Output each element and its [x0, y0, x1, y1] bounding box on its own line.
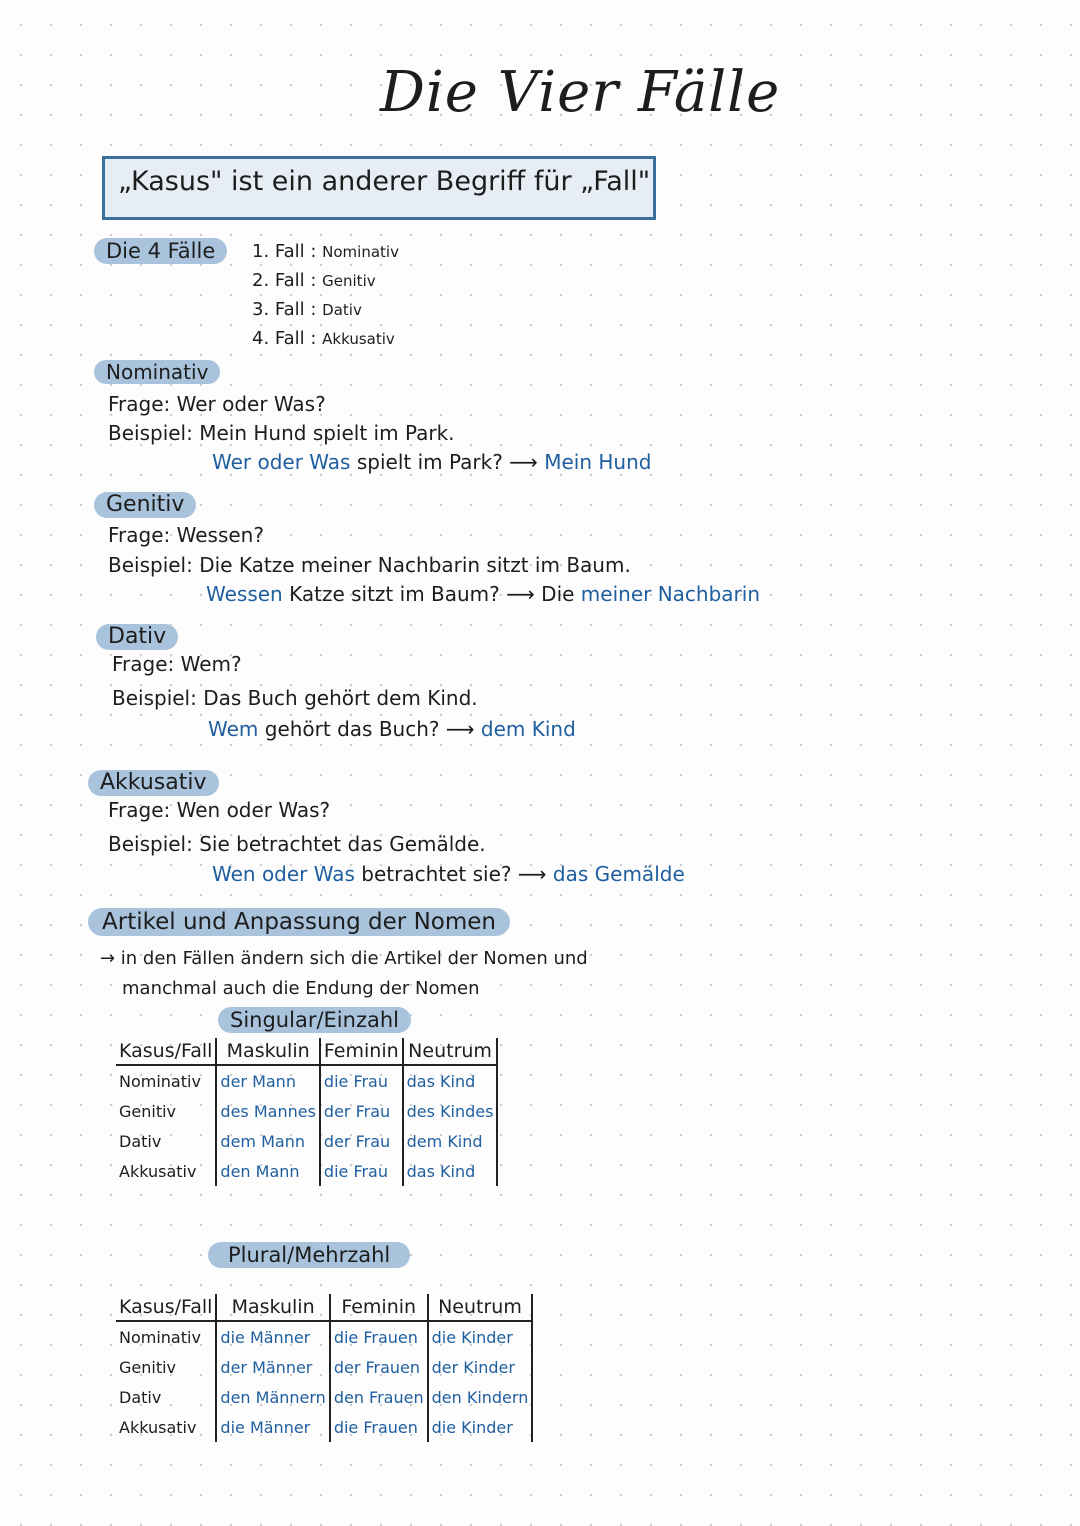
case-example: Beispiel: Mein Hund spielt im Park.	[108, 421, 455, 445]
table-header: Kasus/Fall	[116, 1294, 216, 1321]
table-cell: Genitiv	[119, 1101, 177, 1121]
table-header: Feminin	[330, 1294, 428, 1321]
table-row	[116, 1412, 532, 1442]
case-question: Frage: Wer oder Was?	[108, 392, 326, 416]
table-header: Neutrum	[428, 1294, 533, 1321]
overview-item: 2. Fall : Genitiv	[252, 270, 376, 291]
table-row	[116, 1096, 497, 1126]
table-cell: die Frau	[320, 1065, 403, 1096]
case-heading-akkusativ: Akkusativ	[88, 770, 219, 796]
table-cell: das Kind	[403, 1156, 498, 1186]
overview-label: Die 4 Fälle	[94, 238, 227, 264]
table-cell: Nominativ	[119, 1327, 201, 1347]
case-heading-genitiv: Genitiv	[94, 492, 196, 518]
table-cell: den Männern	[216, 1382, 329, 1412]
table-cell: der Frau	[320, 1126, 403, 1156]
case-example: Beispiel: Das Buch gehört dem Kind.	[112, 686, 478, 710]
table-cell: den Frauen	[330, 1382, 428, 1412]
page-title: Die Vier Fälle	[380, 60, 781, 125]
case-example: Beispiel: Die Katze meiner Nachbarin sitzt im Baum.	[108, 553, 631, 577]
table-row	[116, 1352, 532, 1382]
table-header: Feminin	[320, 1038, 403, 1065]
table-cell: Akkusativ	[119, 1161, 197, 1181]
table-cell: die Frauen	[330, 1412, 428, 1442]
table-cell: die Männer	[216, 1321, 329, 1352]
table-cell: den Kindern	[428, 1382, 533, 1412]
case-question: Frage: Wem?	[112, 652, 242, 676]
plural-table	[116, 1294, 533, 1442]
table-row	[116, 1065, 497, 1096]
table-cell: Dativ	[119, 1131, 162, 1151]
case-heading-dativ: Dativ	[96, 624, 178, 650]
overview-item: 1. Fall : Nominativ	[252, 241, 399, 262]
table-cell: Dativ	[119, 1387, 162, 1407]
section-heading-artikel: Artikel und Anpassung der Nomen	[88, 908, 510, 936]
table-cell: des Mannes	[216, 1096, 320, 1126]
overview-item: 3. Fall : Dativ	[252, 299, 362, 320]
table-cell: der Frau	[320, 1096, 403, 1126]
table-cell: dem Kind	[403, 1126, 498, 1156]
case-answer-line: Wem gehört das Buch? ⟶ dem Kind	[208, 717, 576, 741]
table-cell: die Kinder	[428, 1412, 533, 1442]
artikel-note-line: → in den Fällen ändern sich die Artikel der Nomen und	[100, 948, 588, 969]
table-cell: dem Mann	[216, 1126, 320, 1156]
case-answer-line: Wer oder Was spielt im Park? ⟶ Mein Hund	[212, 450, 652, 474]
table-cell: die Frau	[320, 1156, 403, 1186]
table-cell: der Kinder	[428, 1352, 533, 1382]
table-cell: das Kind	[403, 1065, 498, 1096]
case-question: Frage: Wen oder Was?	[108, 798, 331, 822]
table-cell: die Männer	[216, 1412, 329, 1442]
table-cell: des Kindes	[403, 1096, 498, 1126]
table-row	[116, 1321, 532, 1352]
case-example: Beispiel: Sie betrachtet das Gemälde.	[108, 832, 486, 856]
table-header-row	[116, 1294, 532, 1321]
table-row	[116, 1156, 497, 1186]
table-cell: Genitiv	[119, 1357, 177, 1377]
plural-label: Plural/Mehrzahl	[208, 1242, 410, 1268]
table-cell: Nominativ	[119, 1071, 201, 1091]
artikel-note-line: manchmal auch die Endung der Nomen	[122, 978, 480, 999]
table-cell: den Mann	[216, 1156, 320, 1186]
singular-table	[116, 1038, 498, 1186]
table-header: Neutrum	[403, 1038, 498, 1065]
table-header: Maskulin	[216, 1294, 329, 1321]
table-cell: Akkusativ	[119, 1417, 197, 1437]
table-header: Maskulin	[216, 1038, 320, 1065]
table-cell: der Mann	[216, 1065, 320, 1096]
case-answer-line: Wessen Katze sitzt im Baum? ⟶ Die meiner Nachbarin	[206, 582, 760, 606]
table-cell: der Männer	[216, 1352, 329, 1382]
table-cell: die Kinder	[428, 1321, 533, 1352]
table-cell: der Frauen	[330, 1352, 428, 1382]
overview-item: 4. Fall : Akkusativ	[252, 328, 395, 349]
case-heading-nominativ: Nominativ	[94, 360, 220, 384]
case-question: Frage: Wessen?	[108, 523, 264, 547]
definition-text: „Kasus" ist ein anderer Begriff für „Fall"	[118, 166, 651, 197]
table-cell: die Frauen	[330, 1321, 428, 1352]
case-answer-line: Wen oder Was betrachtet sie? ⟶ das Gemälde	[212, 862, 685, 886]
table-header-row	[116, 1038, 497, 1065]
table-row	[116, 1126, 497, 1156]
table-header: Kasus/Fall	[116, 1038, 216, 1065]
singular-label: Singular/Einzahl	[218, 1007, 411, 1033]
table-row	[116, 1382, 532, 1412]
